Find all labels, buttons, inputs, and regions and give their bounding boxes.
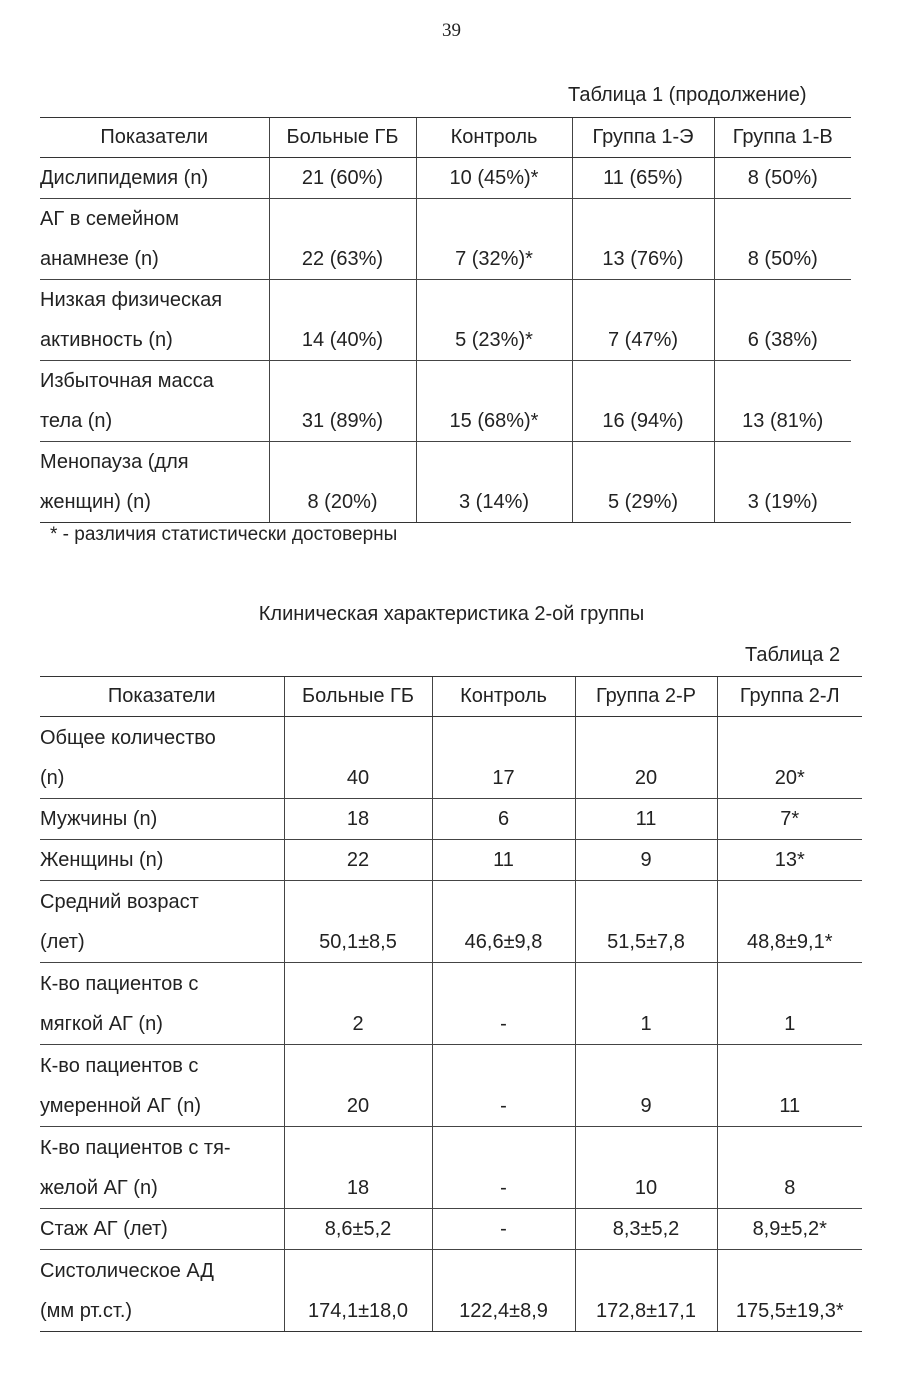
page-number: 39 bbox=[442, 20, 461, 41]
table-cell: - bbox=[432, 963, 575, 1045]
table-cell: 8 (20%) bbox=[269, 442, 416, 523]
row-label-line: умеренной АГ (n) bbox=[40, 1095, 202, 1117]
table-row bbox=[40, 158, 851, 199]
row-label-line: (n) bbox=[40, 767, 65, 789]
row-label-line: активность (n) bbox=[40, 329, 173, 351]
table-cell: 40 bbox=[284, 717, 432, 799]
table-cell: 22 (63%) bbox=[269, 199, 416, 280]
row-label-line: мягкой АГ (n) bbox=[40, 1013, 163, 1035]
table-row bbox=[40, 881, 862, 963]
table-row bbox=[40, 840, 862, 881]
table-cell: 8 (50%) bbox=[714, 199, 851, 280]
row-label-line: анамнезе (n) bbox=[40, 248, 159, 270]
table-cell: 17 bbox=[432, 717, 575, 799]
table-cell: 13* bbox=[717, 840, 862, 881]
row-label-line: Систолическое АД bbox=[40, 1260, 214, 1282]
table-row bbox=[40, 1045, 862, 1127]
table-cell: 174,1±18,0 bbox=[284, 1250, 432, 1332]
table1 bbox=[40, 117, 851, 523]
table-cell: 13 (76%) bbox=[572, 199, 714, 280]
row-label-line: желой АГ (n) bbox=[40, 1177, 158, 1199]
row-label-line: Стаж АГ (лет) bbox=[40, 1218, 168, 1240]
table-cell: - bbox=[432, 1127, 575, 1209]
table-cell: 11 bbox=[432, 840, 575, 881]
row-label-line: тела (n) bbox=[40, 410, 113, 432]
table-cell: 20 bbox=[575, 717, 717, 799]
table-cell: 7 (32%)* bbox=[416, 199, 572, 280]
row-label-line: К-во пациентов с bbox=[40, 973, 199, 995]
table2-header-cell: Контроль bbox=[432, 677, 575, 717]
table2 bbox=[40, 676, 862, 1332]
table2-caption: Таблица 2 bbox=[745, 644, 841, 666]
table-cell: 8,3±5,2 bbox=[575, 1209, 717, 1250]
table-cell: 3 (19%) bbox=[714, 442, 851, 523]
table-cell: 5 (29%) bbox=[572, 442, 714, 523]
table-cell: 22 bbox=[284, 840, 432, 881]
table-cell: 11 bbox=[575, 799, 717, 840]
table-cell: 1 bbox=[717, 963, 862, 1045]
table-cell: 5 (23%)* bbox=[416, 280, 572, 361]
row-label-line: Низкая физическая bbox=[40, 289, 223, 311]
table1-header-cell: Контроль bbox=[416, 118, 572, 158]
table-cell: 11 bbox=[717, 1045, 862, 1127]
table-cell: 14 (40%) bbox=[269, 280, 416, 361]
table1-header-cell: Группа 1-В bbox=[714, 118, 851, 158]
table-cell: - bbox=[432, 1209, 575, 1250]
table-row bbox=[40, 799, 862, 840]
table-cell: 11 (65%) bbox=[572, 158, 714, 199]
table-cell: 1 bbox=[575, 963, 717, 1045]
table-cell: 18 bbox=[284, 1127, 432, 1209]
row-label-line: (лет) bbox=[40, 931, 85, 953]
table-row bbox=[40, 1250, 862, 1332]
row-label-line: женщин) (n) bbox=[40, 491, 151, 513]
row-label bbox=[40, 799, 284, 840]
row-label bbox=[40, 280, 269, 361]
table-cell: 20 bbox=[284, 1045, 432, 1127]
table2-header-row bbox=[40, 677, 862, 717]
table-cell: 15 (68%)* bbox=[416, 361, 572, 442]
table-cell: 6 bbox=[432, 799, 575, 840]
table-cell: 7 (47%) bbox=[572, 280, 714, 361]
table-cell: 122,4±8,9 bbox=[432, 1250, 575, 1332]
row-label bbox=[40, 717, 284, 799]
table-cell: 6 (38%) bbox=[714, 280, 851, 361]
table-cell: 2 bbox=[284, 963, 432, 1045]
table-row bbox=[40, 717, 862, 799]
row-label-line: АГ в семейном bbox=[40, 208, 179, 230]
row-label bbox=[40, 158, 269, 199]
row-label-line: Мужчины (n) bbox=[40, 808, 158, 830]
table-cell: 16 (94%) bbox=[572, 361, 714, 442]
row-label bbox=[40, 1209, 284, 1250]
row-label bbox=[40, 1127, 284, 1209]
table2-header-cell: Группа 2-Л bbox=[717, 677, 862, 717]
table-cell: 175,5±19,3* bbox=[717, 1250, 862, 1332]
row-label bbox=[40, 840, 284, 881]
row-label bbox=[40, 963, 284, 1045]
table2-header-cell: Показатели bbox=[40, 677, 284, 717]
row-label-line: Дислипидемия (n) bbox=[40, 167, 209, 189]
row-label-line: Средний возраст bbox=[40, 891, 199, 913]
row-label bbox=[40, 1250, 284, 1332]
row-label-line: Избыточная масса bbox=[40, 370, 214, 392]
table1-header-cell: Больные ГБ bbox=[269, 118, 416, 158]
table-cell: 10 bbox=[575, 1127, 717, 1209]
table-row bbox=[40, 1209, 862, 1250]
table-cell: - bbox=[432, 1045, 575, 1127]
table-row bbox=[40, 199, 851, 280]
row-label bbox=[40, 442, 269, 523]
table-cell: 46,6±9,8 bbox=[432, 881, 575, 963]
table-cell: 51,5±7,8 bbox=[575, 881, 717, 963]
row-label-line: Женщины (n) bbox=[40, 849, 164, 871]
table1-header-cell: Группа 1-Э bbox=[572, 118, 714, 158]
table1-footnote: * - различия статистически достоверны bbox=[50, 524, 398, 545]
table-cell: 20* bbox=[717, 717, 862, 799]
table-cell: 9 bbox=[575, 840, 717, 881]
table-row bbox=[40, 361, 851, 442]
table-cell: 8,6±5,2 bbox=[284, 1209, 432, 1250]
table-cell: 3 (14%) bbox=[416, 442, 572, 523]
table2-title: Клиническая характеристика 2-ой группы bbox=[258, 603, 645, 625]
row-label bbox=[40, 199, 269, 280]
row-label-line: Общее количество bbox=[40, 727, 216, 749]
table-cell: 172,8±17,1 bbox=[575, 1250, 717, 1332]
table-cell: 10 (45%)* bbox=[416, 158, 572, 199]
table-row bbox=[40, 963, 862, 1045]
table2-header-cell: Больные ГБ bbox=[284, 677, 432, 717]
table1-header-cell: Показатели bbox=[40, 118, 269, 158]
table-row bbox=[40, 280, 851, 361]
row-label-line: К-во пациентов с тя- bbox=[40, 1137, 231, 1159]
table-cell: 50,1±8,5 bbox=[284, 881, 432, 963]
row-label-line: К-во пациентов с bbox=[40, 1055, 199, 1077]
table-cell: 7* bbox=[717, 799, 862, 840]
table-cell: 31 (89%) bbox=[269, 361, 416, 442]
table-cell: 48,8±9,1* bbox=[717, 881, 862, 963]
row-label bbox=[40, 881, 284, 963]
table-cell: 8 (50%) bbox=[714, 158, 851, 199]
table-cell: 9 bbox=[575, 1045, 717, 1127]
row-label-line: (мм рт.ст.) bbox=[40, 1300, 133, 1322]
row-label bbox=[40, 1045, 284, 1127]
table1-header-row bbox=[40, 118, 851, 158]
row-label bbox=[40, 361, 269, 442]
table-row bbox=[40, 442, 851, 523]
table-cell: 8 bbox=[717, 1127, 862, 1209]
table-cell: 8,9±5,2* bbox=[717, 1209, 862, 1250]
table-row bbox=[40, 1127, 862, 1209]
row-label-line: Менопауза (для bbox=[40, 451, 189, 473]
table2-header-cell: Группа 2-Р bbox=[575, 677, 717, 717]
table-cell: 18 bbox=[284, 799, 432, 840]
table-cell: 13 (81%) bbox=[714, 361, 851, 442]
table-cell: 21 (60%) bbox=[269, 158, 416, 199]
table1-caption: Таблица 1 (продолжение) bbox=[568, 84, 807, 106]
